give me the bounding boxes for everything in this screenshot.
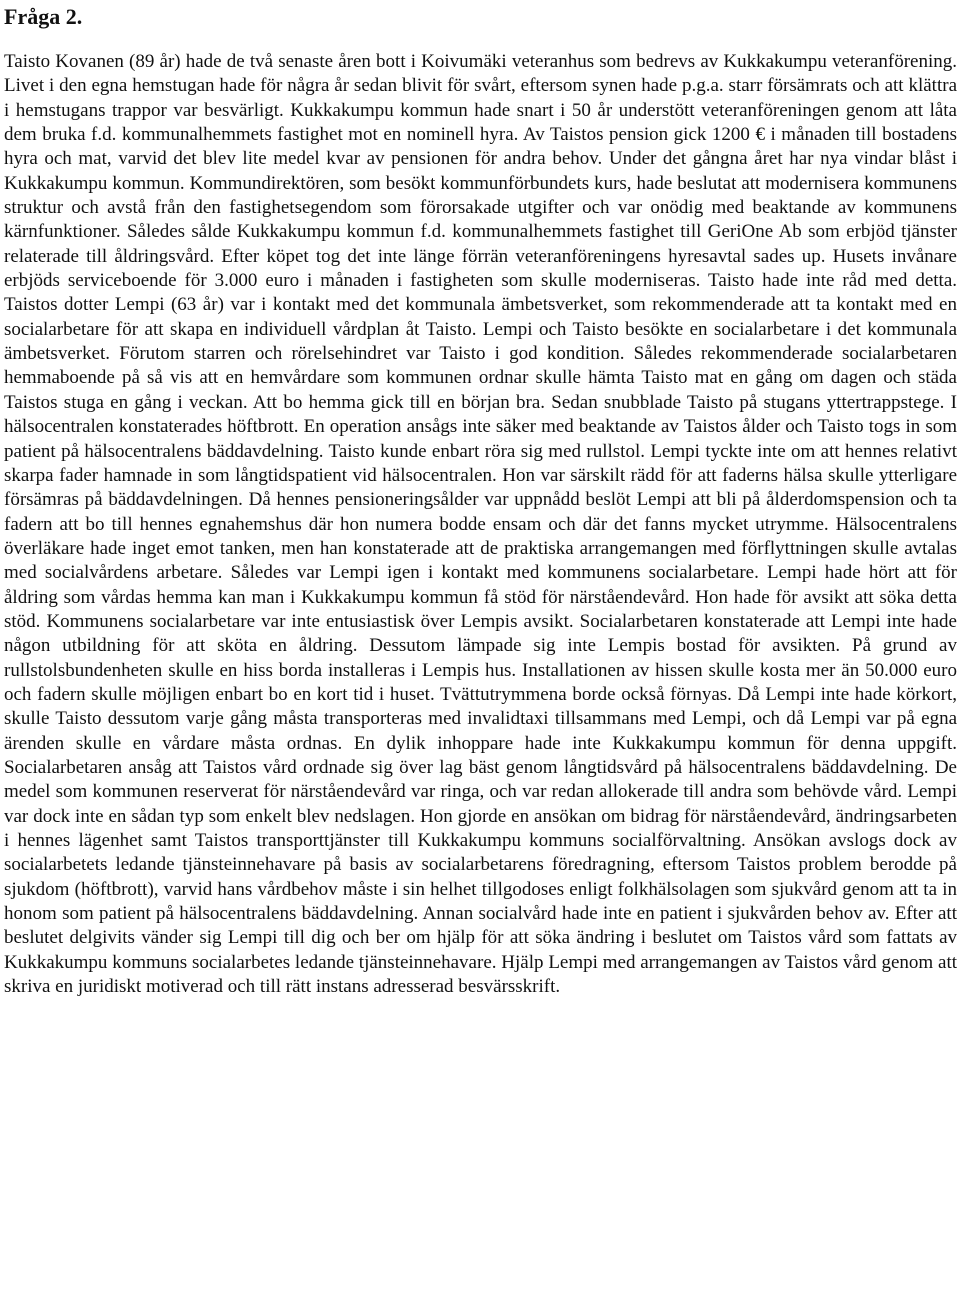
- question-heading: Fråga 2.: [4, 4, 83, 29]
- case-paragraph: Taisto Kovanen (89 år) hade de två senaste åren bott i Koivumäki veteranhus som bedrevs av Kukkakumpu veteranförening. Livet i den egna hemstugan hade för några år sedan blivit för svårt, eftersom synen hade p.g.a. starr försämrats och att klättra i hemstugans trappor var besvärligt. Kukkakumpu kommun hade snart i 50 år understött veteranföreningen genom att låta dem bruka f.d. kommunalhemmets fastighet mot en nominell hyra. Av Taistos pension gick 1200 € i månaden till bostadens hyra och mat, varvid det blev lite medel kvar av pensionen för andra behov. Under det gångna året har nya vindar blåst i Kukkakumpu kommun. Kommundirektören, som besökt kommunförbundets kurs, hade beslutat att modernisera kommunens struktur och avstå från den fastighetsegendom som förorsakade utgifter och var onödig med beaktande av kommunens kärnfunktioner. Således sålde Kukkakumpu kommun f.d. kommunalhemmets fastighet till GeriOne Ab som erbjöd tjänster relaterade till åldringsvård. Efter köpet tog det inte länge förrän veteranföreningens hyresavtal sades up. Husets invånare erbjöds serviceboende för 3.000 euro i månaden i fastigheten som skulle moderniseras. Taisto hade inte råd med detta. Taistos dotter Lempi (63 år) var i kontakt med det kommunala ämbetsverket, som rekommenderade att ta kontakt med en socialarbetare för att skapa en individuell vårdplan åt Taisto. Lempi och Taisto besökte en socialarbetare i det kommunala ämbetsverket. Förutom starren och rörelsehindret var Taisto i god kondition. Således rekommenderade socialarbetaren hemmaboende på så vis att en hemvårdare som kommunen ordnar skulle hämta Taisto mat en gång om dagen och städa Taistos stuga en gång i veckan. Att bo hemma gick till en början bra. Sedan snubblade Taisto på stugans yttertrappstege. I hälsocentralen konstaterades höftbrott. En operation ansågs inte säker med beaktande av Taistos ålder och Taisto togs in som patient på hälsocentralens bäddavdelning. Taisto kunde enbart röra sig med rullstol. Lempi tyckte inte om att hennes relativt skarpa fader hamnade in som långtidspatient vid hälsocentralen. Hon var särskilt rädd för att faderns hälsa skulle ytterligare försämras på bäddavdelningen. Då hennes pensioneringsålder var uppnådd beslöt Lempi att bli på ålderdomspension och ta fadern att bo till hennes egnahemshus där hon numera bodde ensam och där det fanns mycket utrymme. Hälsocentralens överläkare hade inget emot tanken, men han konstaterade att de praktiska arrangemangen med förflyttningen skulle avtalas med socialvårdens arbetare. Således var Lempi igen i kontakt med kommunens socialarbetare. Lempi hade hört att för åldring som vårdas hemma kan man i Kukkakumpu kommun få stöd för närståendevård. Hon hade för avsikt att söka detta stöd. Kommunens socialarbetare var inte entusiastisk över Lempis avsikt. Socialarbetaren konstaterade att Lempi inte hade någon utbildning för att sköta en åldring. Dessutom lämpade sig inte Lempis bostad för avsikten. På grund av rullstolsbundenheten skulle en hiss borda installeras i Lempis hus. Installationen av hissen skulle kosta mer än 50.000 euro och fadern skulle möjligen enbart bo en kort tid i huset. Tvättutrymmena borde också förnyas. Då Lempi inte hade körkort, skulle Taisto dessutom varje gång måsta transporteras med invalidtaxi tillsammans med Lempi, och då Lempi var på egna ärenden skulle en vårdare måsta ordnas. En dylik inhoppare hade inte Kukkakumpu kommun för denna uppgift. Socialarbetaren ansåg att Taistos vård ordnade sig över lag bäst genom långtidsvård på hälsocentralens bäddavdelning. De medel som kommunen reserverat för närståendevård var ringa, och var redan allokerade till andra som behövde vård. Lempi var dock inte en sådan typ som enkelt blev nedslagen. Hon gjorde en ansökan om bidrag för närståendevård, ändringsarbeten i hennes lägenhet samt Taistos transporttjänster till Kukkakumpu kommuns socialförvaltning. Ansökan avslogs dock av socialarbetets ledande tjänsteinnehavare på basis av socialarbetarens föredragning, eftersom Taistos problem berodde på sjukdom (höftbrott), varvid hans vårdbehov måste i sin helhet tillgodoses enligt folkhälsolagen som sjukvård genom att ta in honom som patient på hälsocentralens bäddavdelning. Annan socialvård hade inte en patient i sjukvården behov av. Efter att beslutet delgivits vänder sig Lempi till dig och ber om hjälp för att söka ändring i beslutet om Taistos vård som fattats av Kukkakumpu kommuns socialarbetes ledande tjänsteinnehavare. Hjälp Lempi med arrangemangen av Taistos vård genom att skriva en juridiskt motiverad och till rätt instans adresserad besvärsskrift.: [4, 51, 957, 998]
- heading-spacer: [4, 32, 957, 50]
